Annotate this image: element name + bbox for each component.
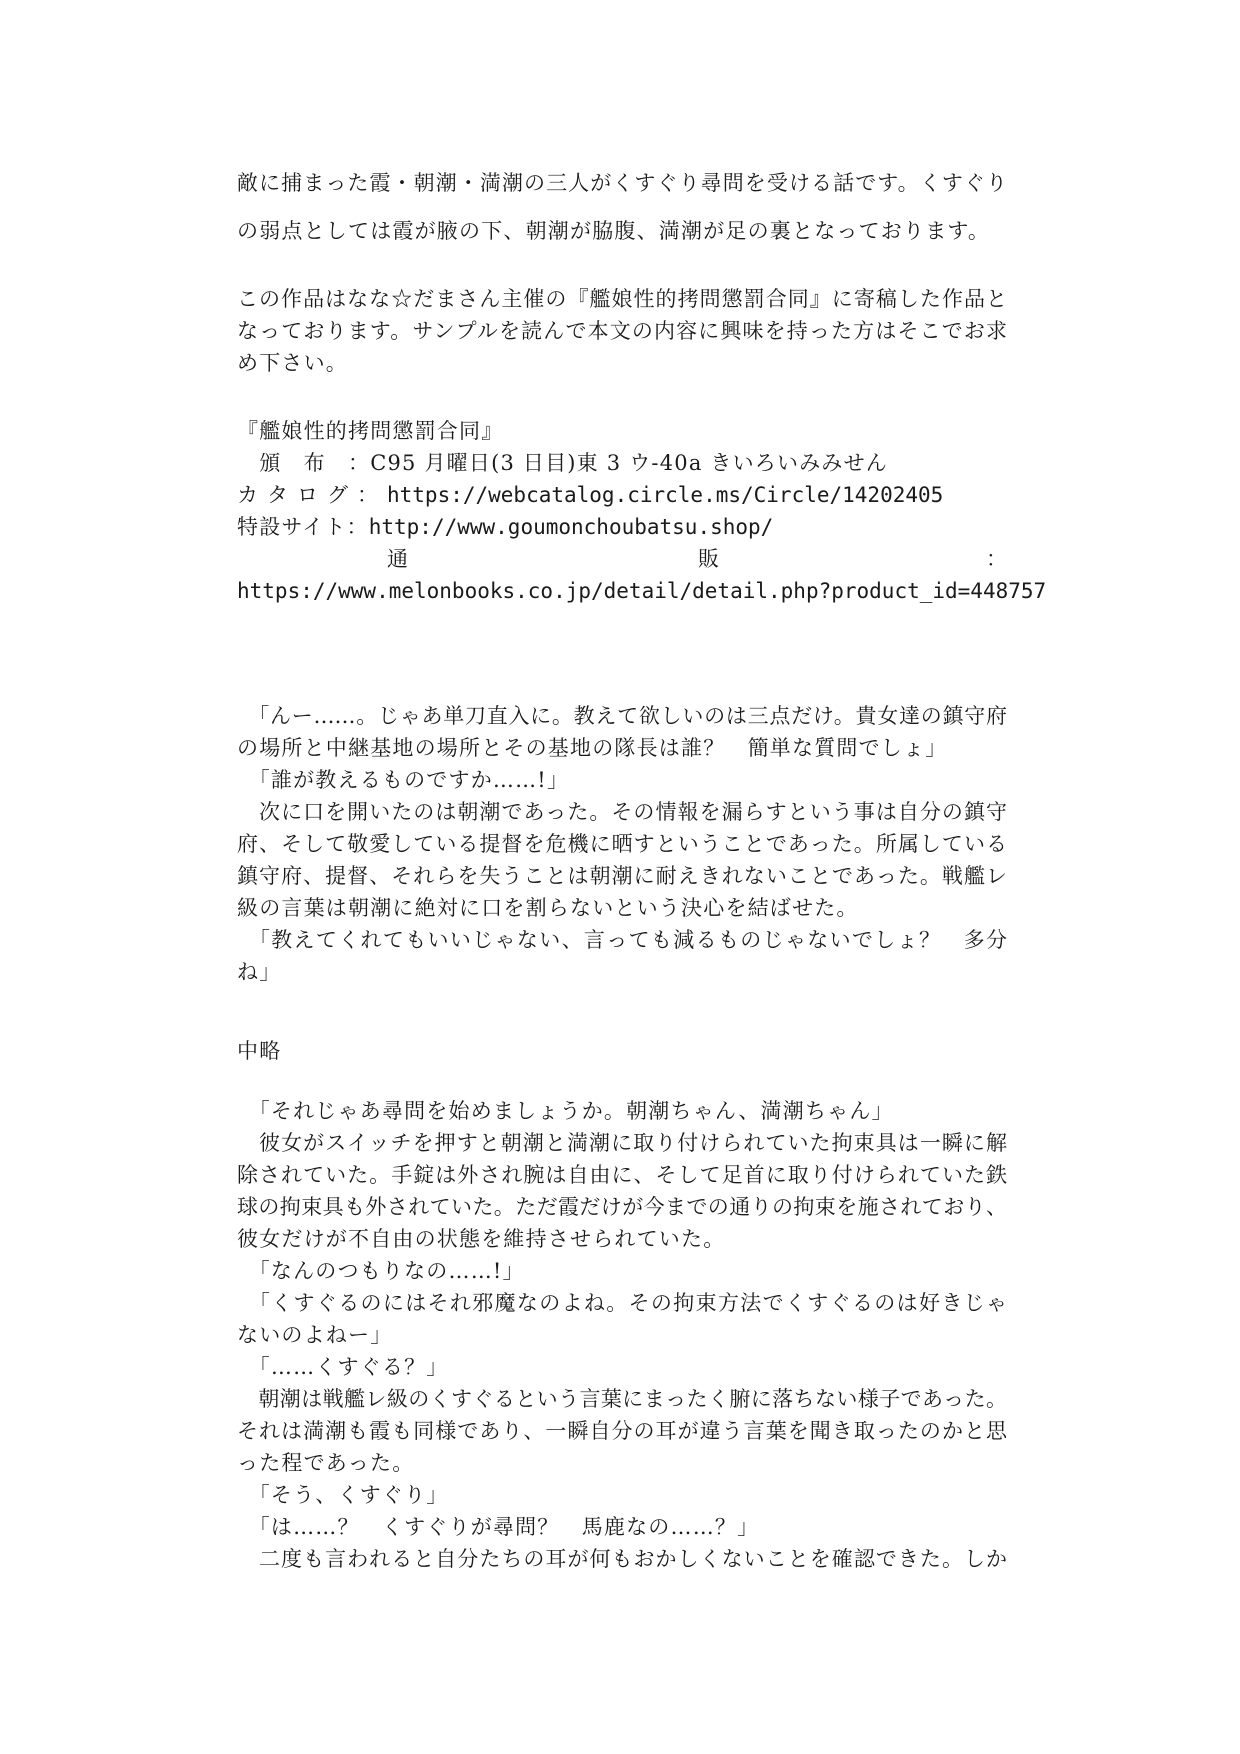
story-line: 除されていた。手錠は外され腕は自由に、そして足首に取り付けられていた鉄: [237, 1163, 1007, 1187]
story-line: 次に口を開いたのは朝潮であった。その情報を漏らすという事は自分の鎮守: [237, 800, 1007, 824]
site-row: [237, 511, 1007, 543]
story-line: 「そう、くすぐり」: [237, 1483, 449, 1507]
story-line: それは満潮も霞も同様であり、一瞬自分の耳が違う言葉を聞き取ったのかと思: [237, 1419, 1007, 1443]
omitted-marker: 中略: [237, 1039, 282, 1063]
story-line: 彼女がスイッチを押すと朝潮と満潮に取り付けられていた拘束具は一瞬に解: [237, 1131, 1007, 1155]
story-line: 球の拘束具も外されていた。ただ霞だけが今までの通りの拘束を施されており、: [237, 1195, 1007, 1219]
story-line: 鎮守府、提督、それらを失うことは朝潮に耐えきれないことであった。戦艦レ: [237, 864, 1007, 888]
story-line: 「は……？ くすぐりが尋問？ 馬鹿なの……？」: [237, 1515, 760, 1539]
distribution-info: 頒 布 ：C95 月曜日(3 日目)東 3 ウ-40a きいろいみみせん: [237, 451, 889, 475]
story-line: 「教えてくれてもいいじゃない、言っても減るものじゃないでしょ？ 多分: [237, 928, 1007, 952]
mailorder-link[interactable]: https://www.melonbooks.co.jp/detail/detail.php?product_id=448757: [237, 579, 1047, 603]
story-line: 「くすぐるのにはそれ邪魔なのよね。その拘束方法でくすぐるのは好きじゃ: [237, 1291, 1007, 1315]
catalog-link[interactable]: https://webcatalog.circle.ms/Circle/14202405: [387, 483, 944, 507]
intro-line: め下さい。: [237, 351, 348, 375]
anthology-title: 『艦娘性的拷問懲罰合同』: [237, 419, 504, 443]
catalog-row: [237, 479, 1007, 511]
story-line: 「んー……。じゃあ単刀直入に。教えて欲しいのは三点だけ。貴女達の鎮守府: [237, 704, 1007, 728]
mailorder-label-char: 販: [698, 547, 719, 571]
intro-line: なっております。サンプルを読んで本文の内容に興味を持った方はそこでお求: [237, 319, 1007, 343]
story-line: 「……くすぐる？」: [237, 1355, 449, 1379]
intro-line: の弱点としては霞が腋の下、朝潮が脇腹、満潮が足の裏となっております。: [237, 219, 991, 243]
story-line: ないのよねー」: [237, 1323, 393, 1347]
site-label: 特設サイト：: [237, 515, 369, 539]
catalog-label: カタログ：: [237, 483, 387, 507]
mailorder-label-char: 通: [387, 547, 408, 571]
story-line: 「なんのつもりなの……!」: [237, 1259, 525, 1283]
mailorder-row: [237, 543, 1007, 575]
mailorder-colon: ：: [986, 547, 1007, 571]
intro-line: この作品はなな☆だまさん主催の『艦娘性的拷問懲罰合同』に寄稿した作品と: [237, 287, 1007, 311]
story-line: 「それじゃあ尋問を始めましょうか。朝潮ちゃん、満潮ちゃん」: [237, 1099, 894, 1123]
story-line: 級の言葉は朝潮に絶対に口を割らないという決心を結ばせた。: [237, 896, 859, 920]
story-line: ね」: [237, 960, 282, 984]
story-line: 朝潮は戦艦レ級のくすぐるという言葉にまったく腑に落ちない様子であった。: [237, 1387, 1007, 1411]
site-link[interactable]: http://www.goumonchoubatsu.shop/: [368, 515, 774, 539]
story-line: った程であった。: [237, 1451, 415, 1475]
story-line: の場所と中継基地の場所とその基地の隊長は誰？ 簡単な質問でしょ」: [237, 736, 948, 760]
intro-line: 敵に捕まった霞・朝潮・満潮の三人がくすぐり尋問を受ける話です。くすぐり: [237, 171, 1007, 195]
story-line: 「誰が教えるものですか……!」: [237, 768, 570, 792]
story-line: 彼女だけが不自由の状態を維持させられていた。: [237, 1227, 726, 1251]
story-line: 府、そして敬愛している提督を危機に晒すということであった。所属している: [237, 832, 1007, 856]
story-line: 二度も言われると自分たちの耳が何もおかしくないことを確認できた。しか: [237, 1547, 1007, 1571]
